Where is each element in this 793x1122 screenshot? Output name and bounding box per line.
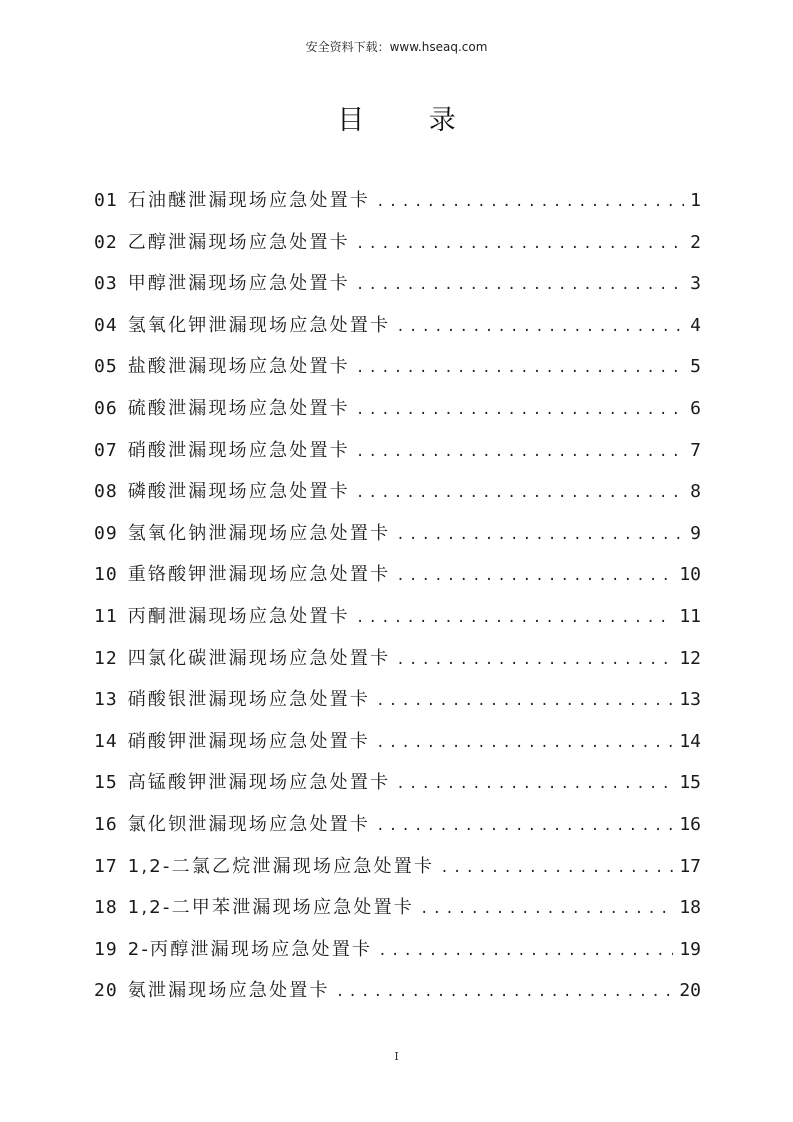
toc-entry-page: 20 — [679, 980, 701, 1002]
toc-dot-leader — [378, 931, 673, 973]
toc-entry-number: 07 — [94, 439, 118, 461]
toc-entry-number: 01 — [94, 190, 118, 211]
toc-entry-page: 18 — [679, 897, 701, 919]
toc-entry-number: 04 — [94, 314, 118, 336]
toc-dot-leader — [376, 806, 673, 848]
toc-entry[interactable] — [94, 762, 701, 804]
toc-entry[interactable] — [94, 180, 701, 222]
toc-entry[interactable] — [94, 388, 701, 430]
toc-entry-title: 氢氧化钠泄漏现场应急处置卡 — [127, 522, 391, 544]
toc-dot-leader — [396, 515, 684, 557]
toc-dot-leader — [376, 182, 684, 224]
toc-entry-number: 19 — [94, 938, 118, 960]
toc-entry-number: 12 — [94, 647, 118, 669]
page-number: I — [394, 1050, 399, 1063]
toc-entry-title: 氯化钡泄漏现场应急处置卡 — [127, 813, 371, 835]
toc-entry-number: 10 — [94, 564, 118, 586]
toc-entry-title: 2-丙醇泄漏现场应急处置卡 — [127, 938, 373, 960]
toc-entry[interactable] — [94, 471, 701, 513]
toc-dot-leader — [356, 598, 673, 640]
toc-dot-leader — [356, 224, 684, 266]
toc-entry-title: 甲醇泄漏现场应急处置卡 — [127, 273, 350, 295]
toc-dot-leader — [396, 556, 673, 598]
toc-entry-page: 4 — [690, 314, 701, 336]
toc-entry-page: 11 — [679, 605, 701, 627]
toc-entry-page: 1 — [690, 190, 701, 211]
toc-entry-title: 硝酸泄漏现场应急处置卡 — [127, 439, 350, 461]
toc-entry-title: 乙醇泄漏现场应急处置卡 — [127, 231, 350, 253]
toc-entry-page: 13 — [679, 689, 701, 711]
toc-entry-page: 17 — [679, 855, 701, 877]
toc-entry-title: 石油醚泄漏现场应急处置卡 — [127, 190, 371, 211]
toc-entry-title: 硝酸钾泄漏现场应急处置卡 — [127, 730, 371, 752]
toc-entry-page: 3 — [690, 273, 701, 295]
toc-entry-number: 14 — [94, 730, 118, 752]
toc-entry-title: 高锰酸钾泄漏现场应急处置卡 — [127, 772, 391, 794]
table-of-contents — [94, 180, 701, 1012]
toc-entry-number: 15 — [94, 772, 118, 794]
toc-entry-title: 盐酸泄漏现场应急处置卡 — [127, 356, 350, 378]
toc-entry-page: 6 — [690, 397, 701, 419]
toc-entry[interactable] — [94, 554, 701, 596]
toc-entry[interactable] — [94, 887, 701, 929]
toc-dot-leader — [396, 764, 673, 806]
toc-entry[interactable] — [94, 929, 701, 971]
toc-entry[interactable] — [94, 513, 701, 555]
toc-entry-number: 02 — [94, 231, 118, 253]
toc-entry[interactable] — [94, 346, 701, 388]
toc-entry-page: 5 — [690, 356, 701, 378]
toc-dot-leader — [356, 473, 684, 515]
toc-entry-title: 硫酸泄漏现场应急处置卡 — [127, 397, 350, 419]
toc-dot-leader — [356, 390, 684, 432]
toc-dot-leader — [376, 681, 673, 723]
page-title: 目 录 — [337, 105, 484, 136]
toc-entry-title: 氢氧化钾泄漏现场应急处置卡 — [127, 314, 391, 336]
toc-dot-leader — [356, 265, 684, 307]
toc-entry-number: 08 — [94, 481, 118, 503]
toc-entry-page: 9 — [690, 522, 701, 544]
toc-entry[interactable] — [94, 804, 701, 846]
toc-entry-title: 四氯化碳泄漏现场应急处置卡 — [127, 647, 391, 669]
toc-entry[interactable] — [94, 222, 701, 264]
toc-entry-title: 丙酮泄漏现场应急处置卡 — [127, 605, 350, 627]
toc-entry-number: 13 — [94, 689, 118, 711]
toc-entry[interactable] — [94, 679, 701, 721]
toc-entry[interactable] — [94, 846, 701, 888]
toc-entry-page: 10 — [679, 564, 701, 586]
toc-dot-leader — [356, 348, 684, 390]
toc-entry[interactable] — [94, 596, 701, 638]
toc-dot-leader — [440, 848, 673, 890]
toc-entry[interactable] — [94, 970, 701, 1012]
toc-entry-page: 2 — [690, 231, 701, 253]
toc-dot-leader — [356, 432, 684, 474]
toc-entry-title: 氨泄漏现场应急处置卡 — [127, 980, 330, 1002]
toc-entry-number: 06 — [94, 397, 118, 419]
toc-entry-title: 硝酸银泄漏现场应急处置卡 — [127, 689, 371, 711]
toc-entry-title: 1,2-二氯乙烷泄漏现场应急处置卡 — [127, 855, 435, 877]
toc-entry-page: 12 — [679, 647, 701, 669]
toc-dot-leader — [376, 723, 673, 765]
toc-entry[interactable] — [94, 430, 701, 472]
toc-entry-number: 17 — [94, 855, 118, 877]
toc-entry-number: 18 — [94, 897, 118, 919]
toc-entry-title: 1,2-二甲苯泄漏现场应急处置卡 — [127, 897, 415, 919]
toc-entry-title: 重铬酸钾泄漏现场应急处置卡 — [127, 564, 391, 586]
toc-entry-page: 19 — [679, 938, 701, 960]
toc-dot-leader — [396, 640, 673, 682]
toc-dot-leader — [336, 972, 674, 1014]
toc-entry[interactable] — [94, 638, 701, 680]
toc-entry-page: 16 — [679, 813, 701, 835]
toc-entry-number: 16 — [94, 813, 118, 835]
toc-entry-number: 09 — [94, 522, 118, 544]
toc-entry-number: 20 — [94, 980, 118, 1002]
page-header: 安全资料下载：www.hseaq.com — [305, 40, 488, 54]
toc-entry-number: 11 — [94, 605, 118, 627]
toc-entry[interactable] — [94, 305, 701, 347]
toc-entry[interactable] — [94, 721, 701, 763]
toc-entry-page: 8 — [690, 481, 701, 503]
toc-entry-number: 03 — [94, 273, 118, 295]
toc-entry-page: 7 — [690, 439, 701, 461]
toc-dot-leader — [420, 889, 673, 931]
toc-entry-page: 14 — [679, 730, 701, 752]
toc-entry-page: 15 — [679, 772, 701, 794]
toc-entry[interactable] — [94, 263, 701, 305]
toc-entry-title: 磷酸泄漏现场应急处置卡 — [127, 481, 350, 503]
toc-entry-number: 05 — [94, 356, 118, 378]
toc-dot-leader — [396, 307, 684, 349]
